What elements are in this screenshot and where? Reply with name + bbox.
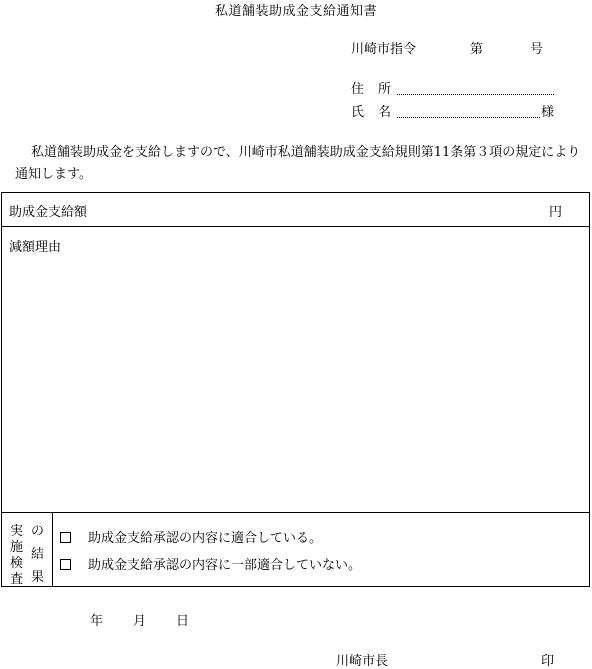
seal-mark: 印 [541,654,555,669]
reason-row[interactable] [2,226,589,513]
amount-unit: 円 [549,205,563,220]
checkbox-conforming[interactable] [60,532,71,543]
honorific: 様 [541,105,555,120]
inspection-result-row [2,513,589,586]
address-label: 住 所 [351,82,392,97]
document-title: 私道舗装助成金支給通知書 [214,4,377,19]
mayor-label: 川崎市長 [336,654,389,669]
date-line: 年 月 日 [90,614,190,629]
checkbox-partially-nonconforming[interactable] [60,559,71,570]
option-partially-nonconforming: 助成金支給承認の内容に一部適合していない。 [60,554,361,573]
reason-label: 減額理由 [9,240,62,255]
amount-row [2,193,589,227]
grant-table [1,192,590,587]
address-field[interactable] [397,81,554,95]
notice-body: 私道舗装助成金を支給しますので、川崎市私道舗装助成金支給規則第11条第３項の規定により通知します。 [15,145,581,182]
name-label: 氏 名 [351,105,392,120]
number-go: 号 [530,42,544,57]
inspection-result-head: 実 施 検 査 の 結 果 [2,513,53,586]
issuer-label: 川崎市指令 [351,42,417,57]
name-field[interactable] [397,104,540,118]
number-dai: 第 [470,42,484,57]
option-conforming: 助成金支給承認の内容に適合している。 [60,527,322,546]
amount-label: 助成金支給額 [9,205,88,220]
